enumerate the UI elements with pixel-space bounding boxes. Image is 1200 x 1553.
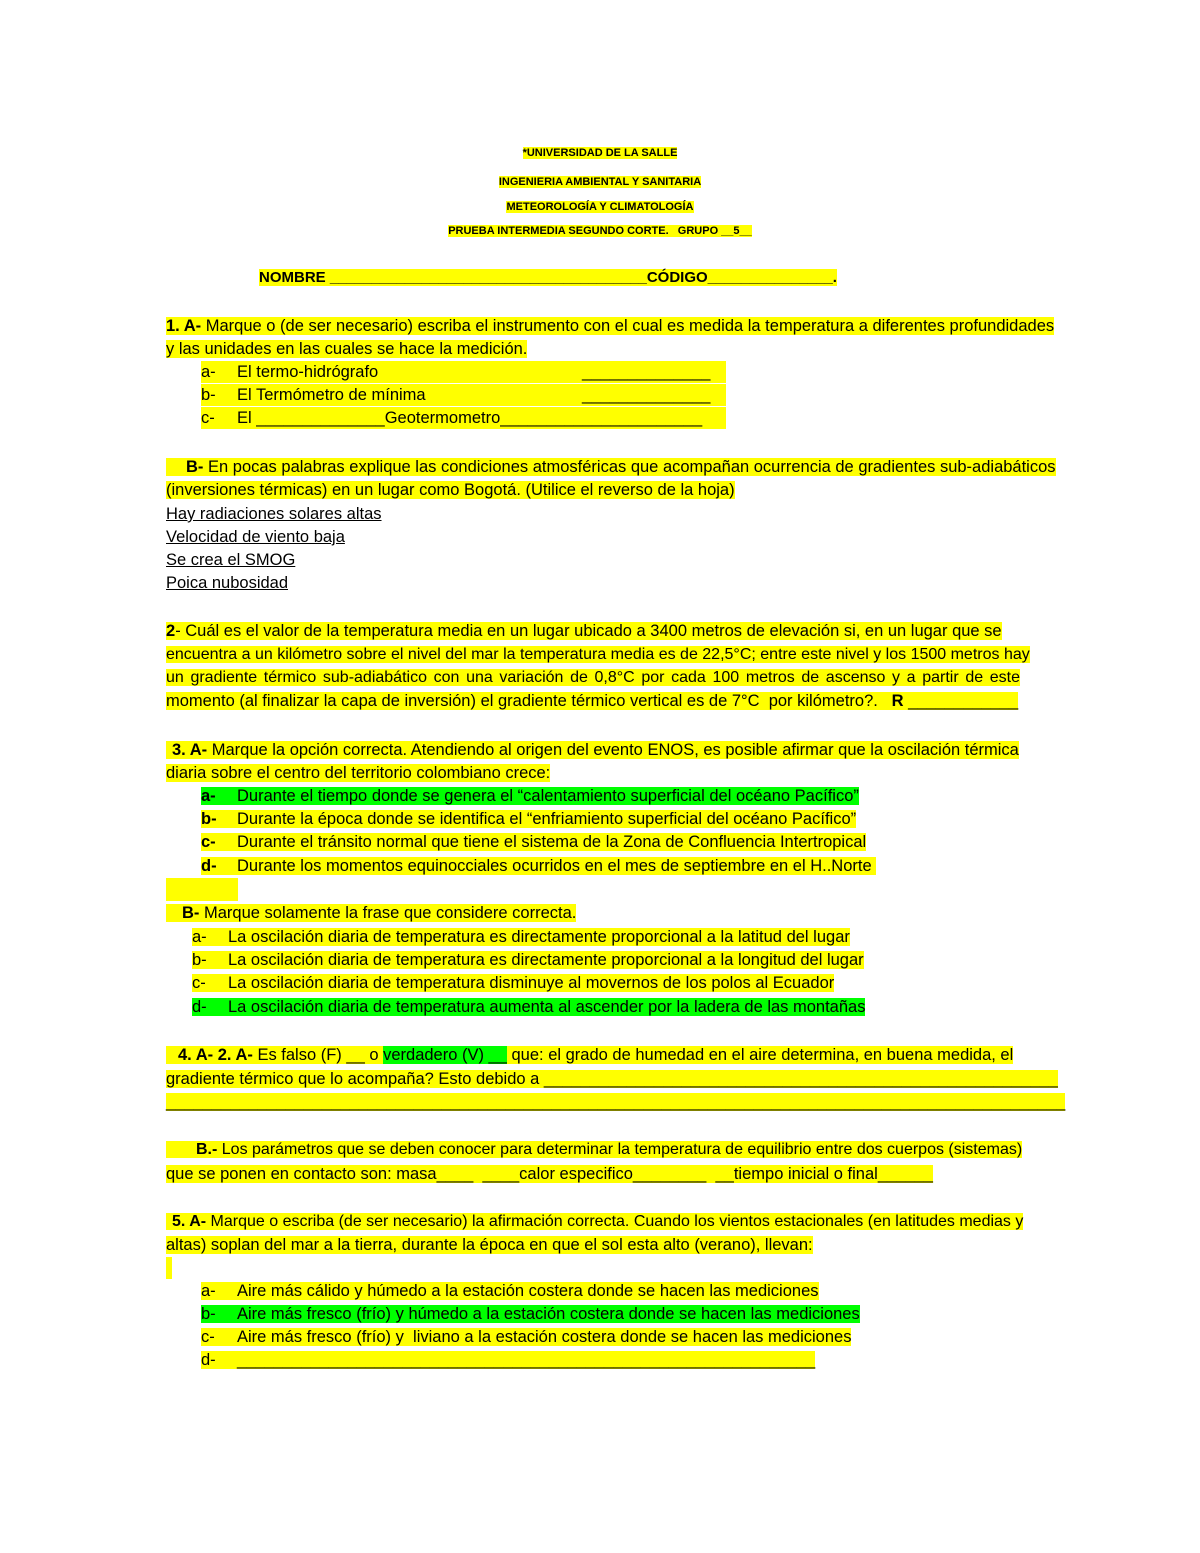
q3-b-option-d [192,996,865,1018]
q1-a-number: 1. A- [166,317,202,335]
q3-b-option-d-letter: d- [192,998,207,1016]
q2-answer-label: R [891,692,904,710]
q5-a-number: 5. A- [172,1213,207,1230]
q1-a-line2 [166,338,527,360]
q4-b-text2: que se ponen en contacto son: masa____ ____calor especifico________ __tiempo inicial o final______ [166,1165,933,1183]
q2-number: 2 [166,622,176,640]
q3-option-d-text: Durante los momentos equinocciales ocurridos en el mes de septiembre en el H..Norte [237,857,877,875]
q1-option-c [201,407,726,429]
q5-a-text1: Marque o escriba (de ser necesario) la afirmación correcta. Cuando los vientos estacionales (en latitudes medias y [206,1213,1024,1230]
name-code-line [259,267,837,289]
q3-option-c [201,831,866,853]
q4-a-text3: __________________________________________________________________________________________________ [166,1093,1066,1111]
q1-option-a-text: El termo-hidrógrafo [237,363,379,381]
q1-answer-1: Hay radiaciones solares altas [166,505,382,523]
q3-b-option-b [192,949,864,971]
q3-option-d [201,855,876,877]
q1-b-number: B- [186,458,204,476]
q1-option-b-text: El Termómetro de mínima [237,386,426,404]
q2-line2 [166,644,1032,666]
q1-answer-4: Poica nubosidad [166,574,289,592]
q3-option-c-letter: c- [201,833,216,851]
q3-b-text: Marque solamente la frase que considere correcta. [199,904,577,922]
q3-option-b-text: Durante la época donde se identifica el “enfriamiento superficial del océano Pacífico” [237,810,857,828]
q4-a-true-option: verdadero (V) __ [383,1046,507,1064]
q1-b-text1: En pocas palabras explique las condiciones atmosféricas que acompañan ocurrencia de gradientes sub-adiabáticos [203,458,1056,476]
q5-option-c-text: Aire más fresco (frío) y liviano a la estación costera donde se hacen las mediciones [237,1328,852,1346]
q5-option-d-text: _______________________________________________________________ [237,1351,816,1369]
q4-a-pre: Es falso (F) __ o [252,1046,384,1064]
q5-option-a-text: Aire más cálido y húmedo a la estación costera donde se hacen las mediciones [237,1282,819,1300]
header-exam [0,220,1200,242]
q4-a-line3 [166,1091,1065,1113]
q1-option-a-letter: a- [201,363,216,381]
q3-b-option-a-text: La oscilación diaria de temperatura es directamente proporcional a la latitud del lugar [228,928,850,946]
q1-answer-3: Se crea el SMOG [166,551,296,569]
q4-b-number: B.- [196,1141,218,1158]
q2-line4 [166,690,1018,712]
header-program [0,170,1200,194]
q1-b-text2: (inversiones térmicas) en un lugar como Bogotá. (Utilice el reverso de la hoja) [166,481,735,499]
q5-option-c-letter: c- [201,1328,215,1346]
q3-option-b-letter: b- [201,810,217,828]
q1-option-a-blank: ______________ [582,363,711,381]
q3-a-number: 3. A- [172,741,208,759]
q4-b-line1 [166,1139,1032,1161]
q4-b-text1: Los parámetros que se deben conocer para determinar la temperatura de equilibrio entre dos cuerpos (sistemas) [217,1141,1023,1158]
q3-a-text2: diaria sobre el centro del territorio colombiano crece: [166,764,551,782]
name-code-text: NOMBRE ______________________________________CÓDIGO_______________. [259,269,837,286]
header-university-text: *UNIVERSIDAD DE LA SALLE [522,147,678,159]
q3-b-number: B- [182,904,200,922]
q5-option-b-letter: b- [201,1305,216,1323]
q1-option-b-letter: b- [201,386,216,404]
q4-a-line1 [166,1044,1032,1066]
header-course-text: METEOROLOGÍA Y CLIMATOLOGÍA [506,201,694,213]
q2-answer-blank: ____________ [903,692,1019,710]
q5-option-a-letter: a- [201,1282,216,1300]
q3-b-option-c-letter: c- [192,974,206,992]
q3-b-line [166,902,576,924]
q5-a-line1 [166,1211,1032,1233]
q5-option-b [201,1303,860,1325]
q1-option-b [201,384,726,406]
q5-a-line2 [166,1234,813,1256]
q4-a-line2 [166,1068,1058,1090]
header-university [0,141,1200,165]
q3-b-option-a [192,926,850,948]
q1-a-text1: Marque o (de ser necesario) escriba el instrumento con el cual es medida la temperatura a diferentes profundidades [201,317,1055,335]
q1-option-c-letter: c- [201,409,215,427]
q1-option-c-text: El ______________Geotermometro______________________ [237,409,703,427]
q3-a-text1: Marque la opción correcta. Atendiendo al origen del evento ENOS, es posible afirmar que la oscilación térmica [207,741,1019,759]
q3-b-option-d-text: La oscilación diaria de temperatura aumenta al ascender por la ladera de las montañas [228,998,866,1016]
q3-b-option-a-letter: a- [192,928,207,946]
q4-b-line2 [166,1163,933,1185]
q1-b-line1 [166,456,1056,478]
q2-line3 [166,667,1032,689]
q3-option-a-letter: a- [201,787,216,805]
q1-option-b-blank: ______________ [582,386,711,404]
q5-a-text2: altas) soplan del mar a la tierra, durante la época en que el sol esta alto (verano), llevan: [166,1236,813,1254]
q2-text4: momento (al finalizar la capa de inversión) el gradiente térmico vertical es de 7°C por kilómetro?. [166,692,892,710]
q1-b-line2 [166,479,735,501]
q4-a-text2: gradiente térmico que lo acompaña? Esto debido a ________________________________________________________ [166,1070,1058,1088]
q1-answer-2: Velocidad de viento baja [166,528,345,546]
q4-a-number: 4. A- 2. A- [178,1046,253,1064]
q5-highlight-gap [166,1257,172,1279]
q3-option-a [201,785,859,807]
header-exam-text: PRUEBA INTERMEDIA SEGUNDO CORTE. GRUPO __5__ [448,225,752,237]
q3-b-option-c [192,972,834,994]
q3-b-option-c-text: La oscilación diaria de temperatura disminuye al movernos de los polos al Ecuador [228,974,835,992]
q2-line1 [166,620,1032,642]
q5-option-d [201,1349,815,1371]
q5-option-c [201,1326,851,1348]
q3-option-b [201,808,856,830]
q3-b-option-b-text: La oscilación diaria de temperatura es directamente proporcional a la longitud del lugar [228,951,864,969]
q3-a-line2 [166,762,550,784]
q3-highlight-gap [166,878,238,901]
q1-a-text2: y las unidades en las cuales se hace la medición. [166,340,528,358]
q3-option-a-text: Durante el tiempo donde se genera el “calentamiento superficial del océano Pacífico” [237,787,859,805]
q3-option-d-letter: d- [201,857,217,875]
header-program-text: INGENIERIA AMBIENTAL Y SANITARIA [498,176,702,188]
q1-option-a [201,361,726,383]
q5-option-a [201,1280,819,1302]
q5-option-b-text: Aire más fresco (frío) y húmedo a la estación costera donde se hacen las mediciones [237,1305,860,1323]
q3-option-c-text: Durante el tránsito normal que tiene el sistema de la Zona de Confluencia Intertropical [237,833,867,851]
q3-a-line1 [166,739,1032,761]
q2-text2: encuentra a un kilómetro sobre el nivel del mar la temperatura media es de 22,5°C; entre este nivel y los 1500 metros hay [166,646,1030,663]
q1-a-line1 [166,315,1054,337]
q5-option-d-letter: d- [201,1351,216,1369]
q2-text3: un gradiente térmico sub-adiabático con una variación de 0,8°C por cada 100 metros de ascenso y a partir de este [166,669,1021,686]
q4-a-post: que: el grado de humedad en el aire determina, en buena medida, el [506,1046,1014,1064]
q3-b-option-b-letter: b- [192,951,207,969]
header-course [0,196,1200,218]
q2-text1: - Cuál es el valor de la temperatura media en un lugar ubicado a 3400 metros de elevación si, en un lugar que se [175,622,1002,640]
